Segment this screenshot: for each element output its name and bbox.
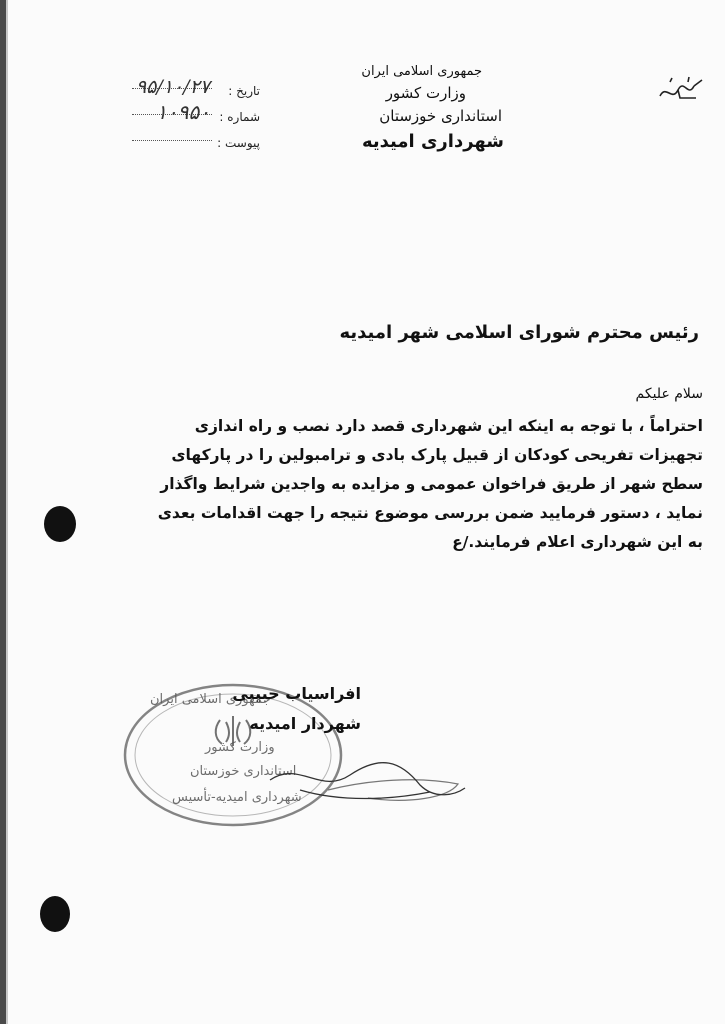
- stamp-line-municipality: شهرداری امیدیه-تأسیس: [172, 790, 302, 805]
- date-label: تاریخ :: [228, 84, 260, 98]
- letter-meta: [110, 76, 260, 158]
- stamp-line-governorate: استانداری خوزستان: [190, 764, 297, 779]
- number-label: شماره :: [219, 110, 260, 124]
- attachment-row: [110, 132, 260, 158]
- letterhead-governorate: استانداری خوزستان: [379, 107, 502, 125]
- handwritten-signature: [260, 740, 470, 810]
- date-value: ۹۵/۱۰/۲۷: [135, 76, 210, 98]
- stamp-line-country: جمهوری اسلامی ایران: [150, 692, 271, 707]
- attachment-label: پیوست :: [217, 136, 260, 150]
- body-line: سطح شهر از طریق فراخوان عمومی و مزایده به واجدین شرایط واگذار: [160, 475, 703, 493]
- bismillah-calligraphy-icon: [658, 76, 704, 106]
- attachment-dots: [132, 140, 212, 141]
- number-row: [110, 100, 260, 132]
- letterhead-ministry: وزارت کشور: [385, 84, 466, 102]
- letterhead-country: جمهوری اسلامی ایران: [361, 64, 482, 79]
- letterhead-municipality: شهرداری امیدیه: [361, 131, 504, 152]
- stamp-line-ministry: وزارت کشور: [205, 740, 275, 755]
- body-line: نماید ، دستور فرمایید ضمن بررسی موضوع نتیجه را جهت اقدامات بعدی: [157, 504, 703, 522]
- number-value: ۱۰۹۵۰: [156, 100, 210, 124]
- signature-block: [121, 684, 361, 733]
- body-line: تجهیزات تفریحی کودکان از قبیل پارک بادی و ترامبولین را در پارکهای: [171, 446, 703, 464]
- signer-title: شهردار امیدیه: [249, 714, 361, 733]
- punch-hole: [40, 896, 70, 932]
- body-line: احتراماً ، با توجه به اینکه این شهرداری قصد دارد نصب و راه اندازی: [194, 417, 703, 435]
- body-line: به این شهرداری اعلام فرمایند./ع: [452, 533, 703, 551]
- greeting: سلام علیکم: [635, 386, 703, 402]
- punch-hole: [44, 506, 76, 542]
- letter-body: [80, 412, 703, 557]
- signer-name: افراسیاب حبیبی: [232, 684, 361, 703]
- letterhead: [300, 64, 510, 152]
- recipient-heading: رئیس محترم شورای اسلامی شهر امیدیه: [339, 322, 699, 343]
